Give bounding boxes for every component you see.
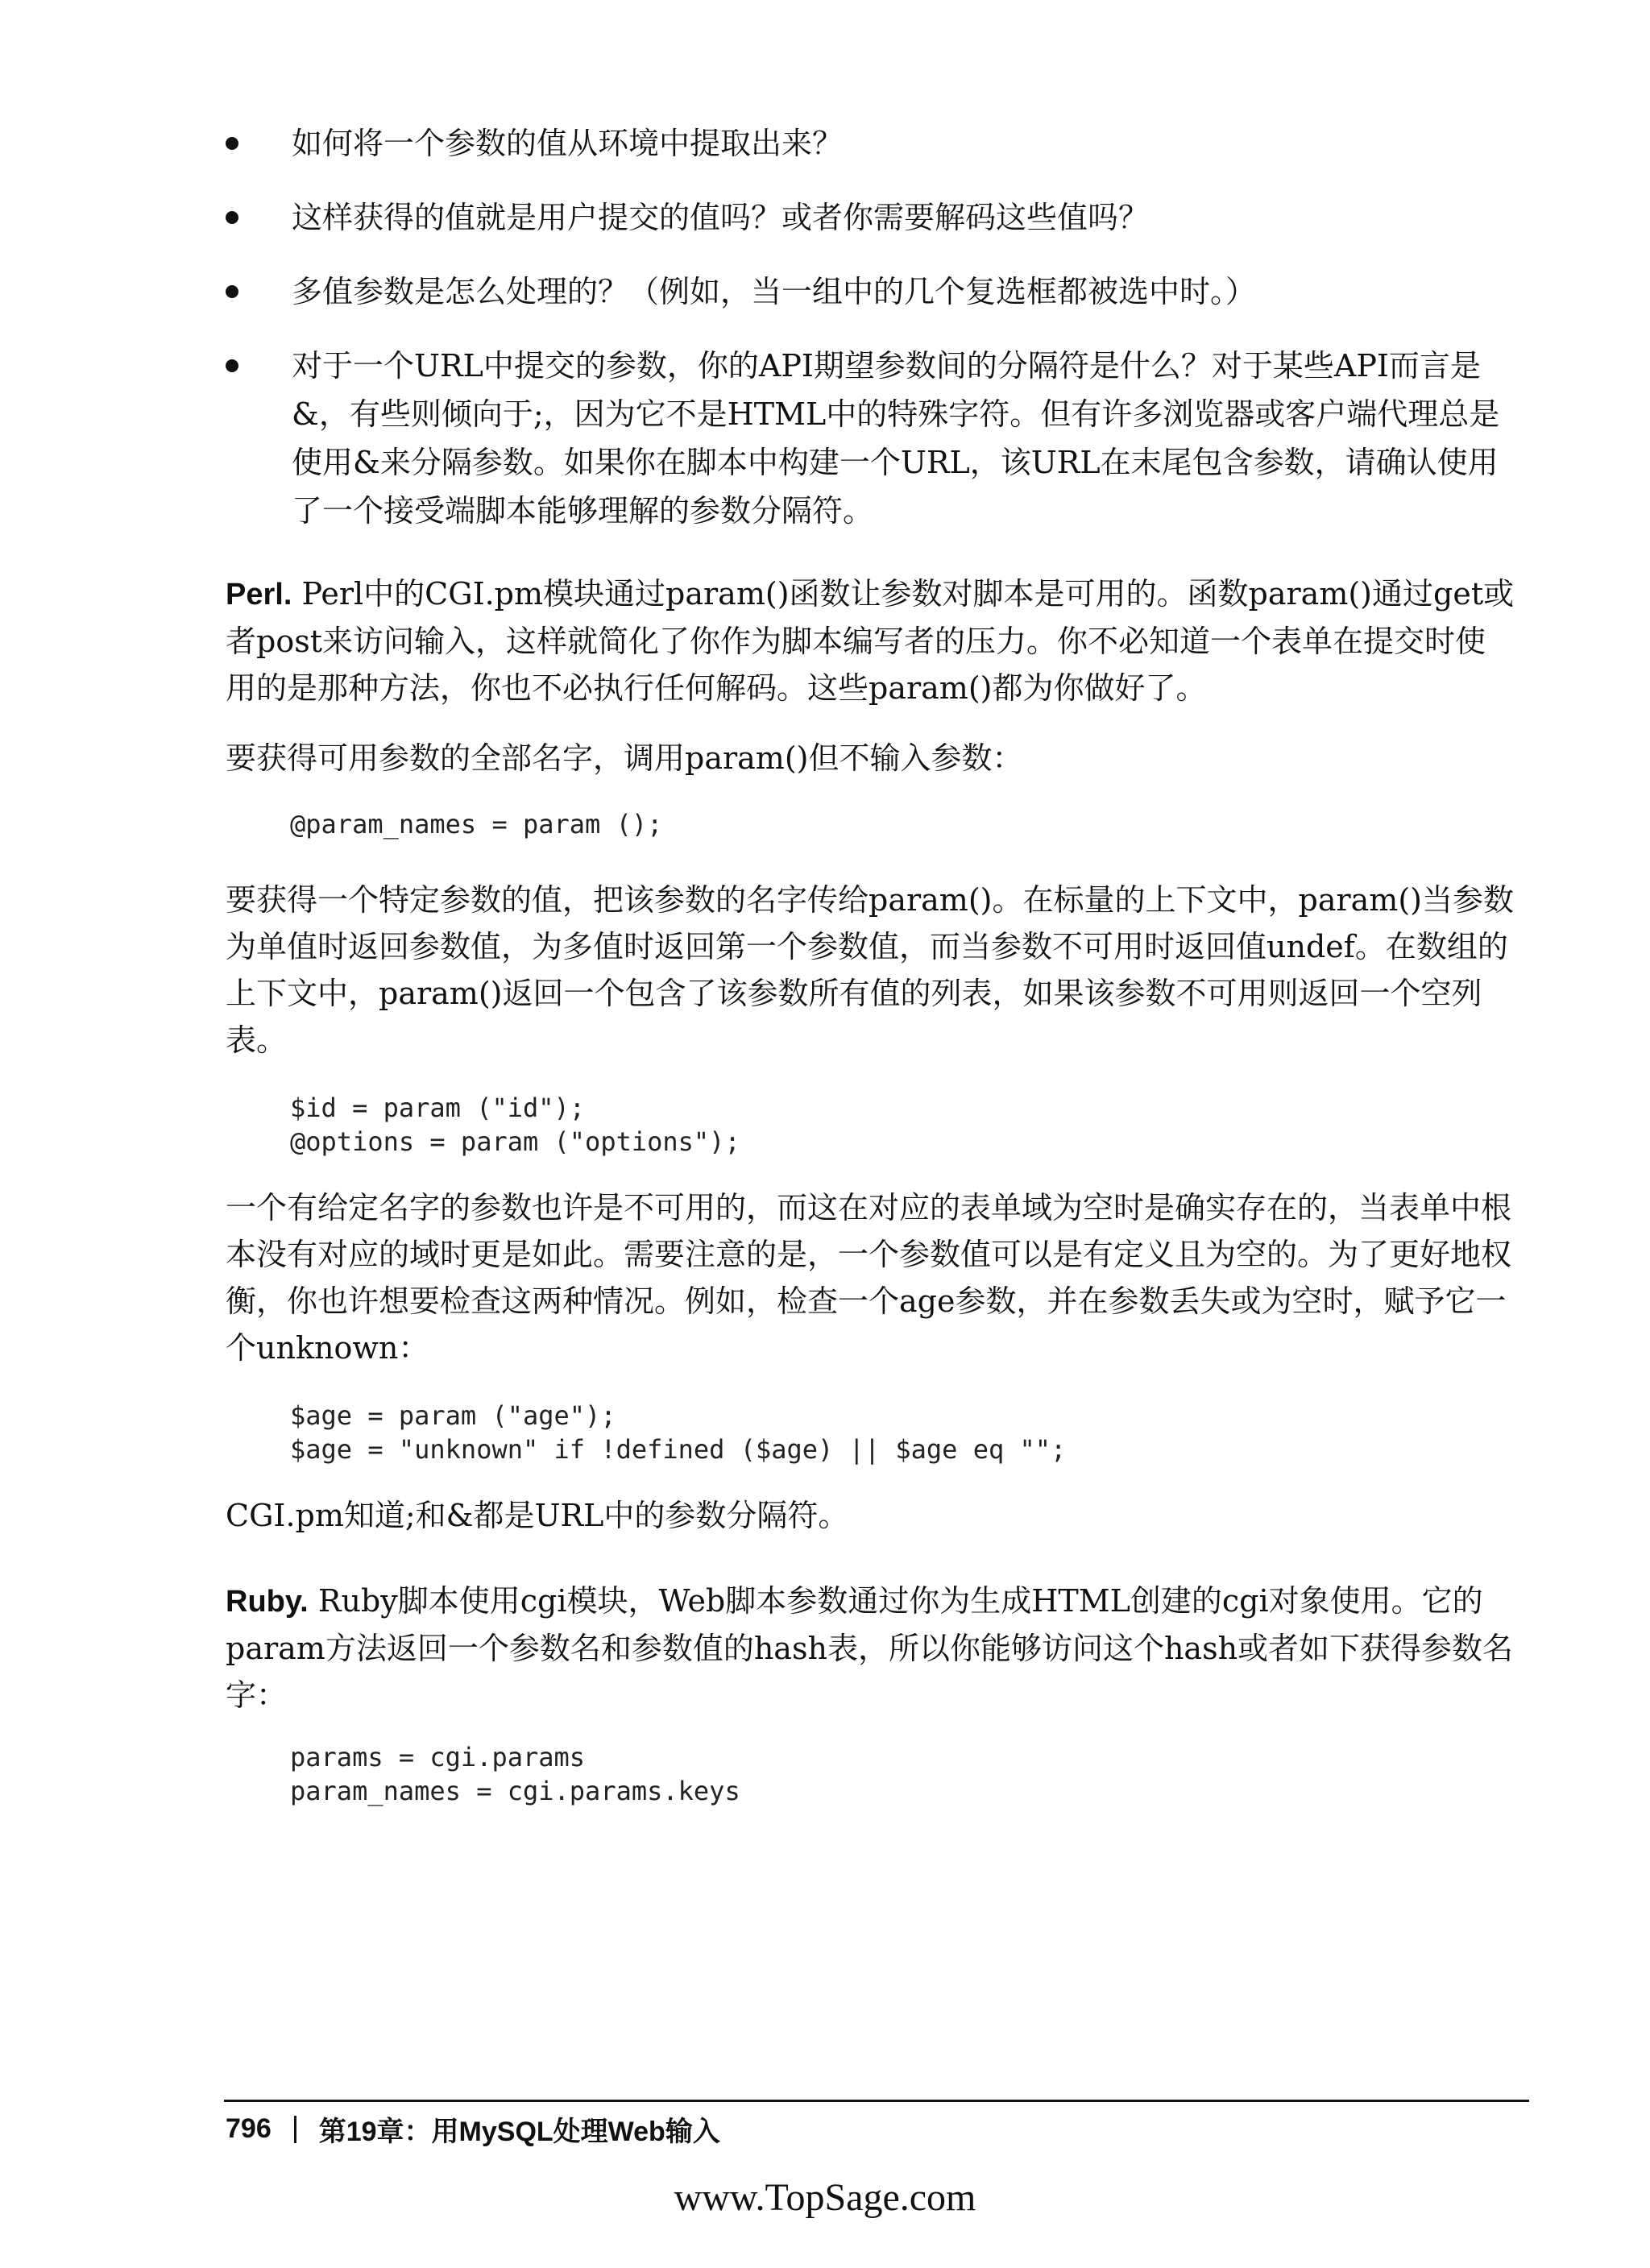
code-block-id-options: $id = param ("id"); @options = param ("options"); <box>290 1093 740 1157</box>
list-item: 多值参数是怎么处理的？（例如，当一组中的几个复选框都被选中时。） <box>226 267 1515 316</box>
chapter-title: 第19章：用MySQL处理Web输入 <box>318 2117 720 2147</box>
bullet-icon <box>226 359 238 372</box>
param-names-paragraph: 要获得可用参数的全部名字，调用param()但不输入参数： <box>226 740 1023 776</box>
list-item: 对于一个URL中提交的参数，你的API期望参数间的分隔符是什么？对于某些API而言是&，有些则倾向于;，因为它不是HTML中的特殊字符。但有许多浏览器或客户端代理总是使用&来分隔参数。如果你在脚本中构建一个URL，该URL在末尾包含参数，请确认使用了一个接受端脚本能够理解的参数分隔符。 <box>226 342 1515 535</box>
bullet-icon <box>226 211 238 224</box>
code-block-param-names: @param_names = param (); <box>290 809 663 840</box>
cgi-separator-paragraph: CGI.pm知道;和&都是URL中的参数分隔符。 <box>226 1498 849 1533</box>
perl-paragraph <box>226 570 1515 711</box>
perl-text: Perl中的CGI.pm模块通过param()函数让参数对脚本是可用的。函数param()通过get或者post来访问输入，这样就简化了你作为脚本编写者的压力。你不必知道一个表单在提交时使用的是那种方法，你也不必执行任何解码。这些param()都为你做好了。 <box>226 576 1515 706</box>
code-block-age: $age = param ("age"); $age = "unknown" if !defined ($age) || $age eq ""; <box>290 1400 1067 1465</box>
footer-divider <box>224 2100 1529 2102</box>
page-number: 796 <box>226 2113 272 2144</box>
empty-param-paragraph: 一个有给定名字的参数也许是不可用的，而这在对应的表单域为空时是确实存在的，当表单中根本没有对应的域时更是如此。需要注意的是，一个参数值可以是有定义且为空的。为了更好地权衡，你也许想要检查这两种情况。例如，检查一个age参数，并在参数丢失或为空时，赋予它一个unknown： <box>226 1190 1512 1366</box>
ruby-paragraph <box>226 1578 1515 1719</box>
bullet-icon <box>226 285 238 298</box>
page-footer <box>226 2109 720 2149</box>
perl-lead: Perl. <box>226 578 292 612</box>
list-item: 这样获得的值就是用户提交的值吗？或者你需要解码这些值吗？ <box>226 193 1515 242</box>
param-value-paragraph: 要获得一个特定参数的值，把该参数的名字传给param()。在标量的上下文中，param()当参数为单值时返回参数值，为多值时返回第一个参数值，而当参数不可用时返回值undef。在数组的上下文中，param()返回一个包含了该参数所有值的列表，如果该参数不可用则返回一个空列表。 <box>226 882 1514 1058</box>
ruby-text: Ruby脚本使用cgi模块，Web脚本参数通过你为生成HTML创建的cgi对象使用。它的param方法返回一个参数名和参数值的hash表，所以你能够访问这个hash或者如下获得参数名字： <box>226 1583 1514 1713</box>
list-item: 如何将一个参数的值从环境中提取出来？ <box>226 119 1515 168</box>
bullet-icon <box>226 137 238 150</box>
ruby-lead: Ruby. <box>226 1585 309 1619</box>
site-watermark: www.TopSage.com <box>674 2176 976 2219</box>
code-block-ruby-params: params = cgi.params param_names = cgi.params.keys <box>290 1742 740 1806</box>
footer-separator <box>294 2116 296 2143</box>
question-list <box>226 119 1515 561</box>
